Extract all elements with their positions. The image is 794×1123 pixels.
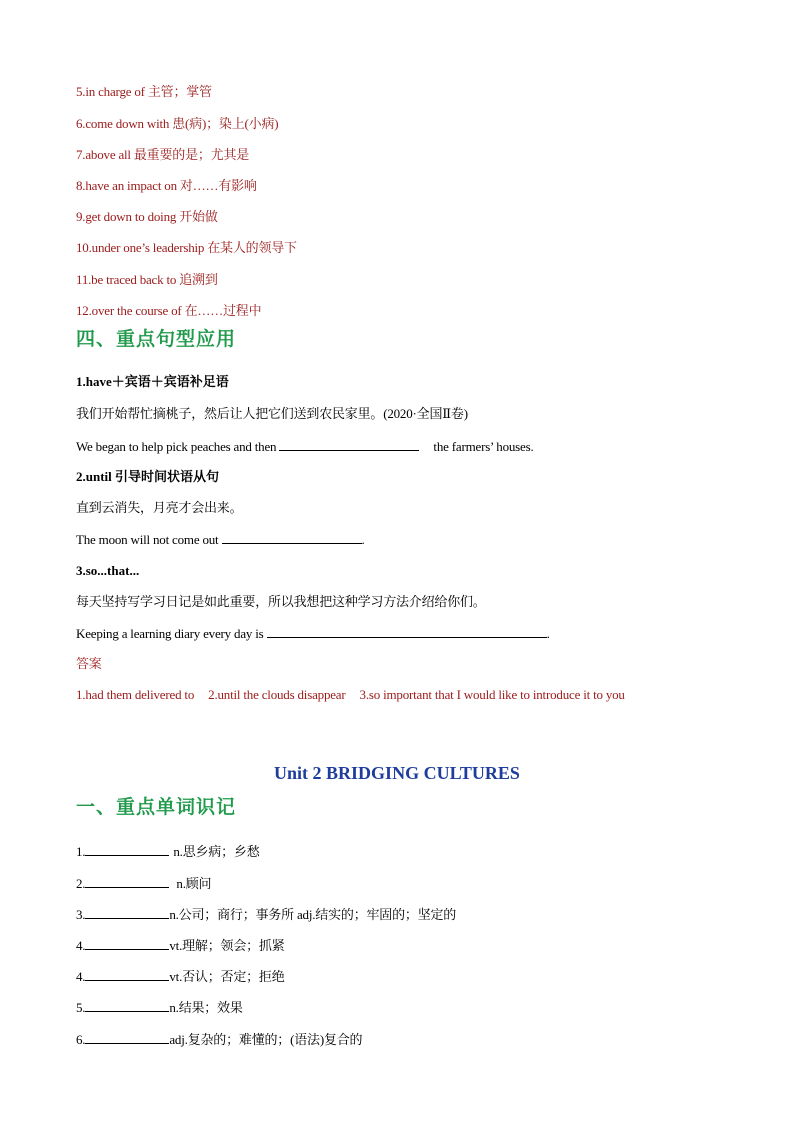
answer-blank[interactable] — [279, 438, 419, 451]
section-heading-sentence-patterns: 四、重点句型应用 — [76, 328, 237, 350]
word-item: 1. n.思乡病；乡愁 — [76, 844, 260, 859]
word-blank[interactable] — [85, 875, 169, 888]
answer-blank[interactable] — [222, 531, 362, 544]
phrase-item: 9.get down to doing 开始做 — [76, 209, 218, 224]
word-blank[interactable] — [85, 999, 169, 1012]
pattern-chinese-sentence: 我们开始帮忙摘桃子，然后让人把它们送到农民家里。(2020·全国Ⅱ卷) — [76, 406, 468, 421]
word-item: 4. vt.否认；否定；拒绝 — [76, 969, 285, 984]
pattern-english-sentence: The moon will not come out . — [76, 532, 365, 547]
phrase-item: 5.in charge of 主管；掌管 — [76, 84, 212, 99]
answer-line: 1.had them delivered to 2.until the clouds disappear 3.so important that I would like to introduce it to you — [76, 687, 625, 702]
answer-blank[interactable] — [267, 625, 547, 638]
pattern-title: 3.so...that... — [76, 563, 140, 578]
phrase-item: 7.above all 最重要的是；尤其是 — [76, 147, 250, 162]
word-blank[interactable] — [85, 1031, 169, 1044]
word-blank[interactable] — [85, 968, 169, 981]
answer-label: 答案 — [76, 656, 102, 671]
pattern-chinese-sentence: 每天坚持写学习日记是如此重要，所以我想把这种学习方法介绍给你们。 — [76, 594, 486, 609]
section-heading-key-words: 一、重点单词识记 — [76, 796, 237, 818]
pattern-title: 1.have＋宾语＋宾语补足语 — [76, 374, 229, 389]
phrase-item: 8.have an impact on 对……有影响 — [76, 178, 257, 193]
word-blank[interactable] — [85, 906, 169, 919]
word-item: 2. n.顾问 — [76, 876, 212, 891]
word-item: 3. n.公司；商行；事务所 adj.结实的；牢固的；坚定的 — [76, 907, 457, 922]
pattern-english-sentence: We began to help pick peaches and then the farmers’ houses. — [76, 439, 534, 454]
word-item: 5. n.结果；效果 — [76, 1000, 243, 1015]
unit-title: Unit 2 BRIDGING CULTURES — [274, 763, 520, 783]
phrase-item: 6.come down with 患(病)；染上(小病) — [76, 116, 279, 131]
phrase-item: 12.over the course of 在……过程中 — [76, 303, 262, 318]
phrase-item: 11.be traced back to 追溯到 — [76, 272, 218, 287]
pattern-title: 2.until 引导时间状语从句 — [76, 469, 220, 484]
word-item: 6. adj.复杂的；难懂的；(语法)复合的 — [76, 1032, 363, 1047]
pattern-chinese-sentence: 直到云消失，月亮才会出来。 — [76, 500, 243, 515]
word-blank[interactable] — [85, 843, 169, 856]
phrase-item: 10.under one’s leadership 在某人的领导下 — [76, 240, 297, 255]
word-item: 4. vt.理解；领会；抓紧 — [76, 938, 285, 953]
word-blank[interactable] — [85, 937, 169, 950]
pattern-english-sentence: Keeping a learning diary every day is . — [76, 626, 550, 641]
